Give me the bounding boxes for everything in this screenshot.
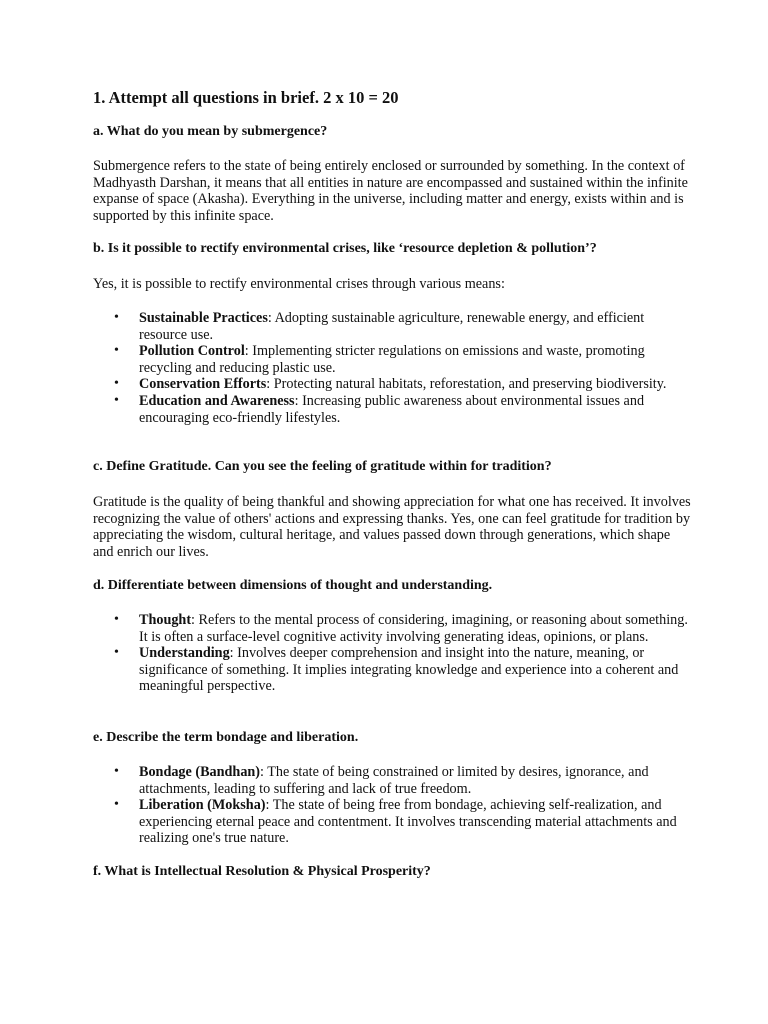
list-item-text: : The state of being free from bondage, achieving self-realization, and experiencing eternal peace and contentment. It involves transcending material attachments and realizing one's true nature. xyxy=(139,797,677,847)
question-b: b. Is it possible to rectify environmental crises, like ‘resource depletion & pollution’? xyxy=(93,241,597,256)
list-item xyxy=(93,393,693,426)
question-f: f. What is Intellectual Resolution & Physical Prosperity? xyxy=(93,864,431,879)
list-item-text: : The state of being constrained or limited by desires, ignorance, and attachments, leading to suffering and lack of true freedom. xyxy=(139,764,649,797)
bullet-icon: • xyxy=(114,645,119,661)
list-item-term: Education and Awareness xyxy=(139,392,295,409)
question-a: a. What do you mean by submergence? xyxy=(93,124,328,139)
list-item-text: : Refers to the mental process of considering, imagining, or reasoning about something. It is often a surface-level cognitive activity involving generating ideas, opinions, or plans. xyxy=(139,612,688,645)
answer-a: Submergence refers to the state of being entirely enclosed or surrounded by something. In the context of Madhyasth Darshan, it means that all entities in nature are encompassed and sustained within the infinite expanse of space (Akasha). Everything in the universe, including matter and energy, exists within and is supported by this infinite space. xyxy=(93,158,688,224)
list-item-term: Liberation (Moksha) xyxy=(139,797,266,814)
answer-e-list xyxy=(93,764,693,847)
list-item-term: Conservation Efforts xyxy=(139,376,267,393)
answer-c: Gratitude is the quality of being thankful and showing appreciation for what one has received. It involves recognizing the value of others' actions and expressing thanks. Yes, one can feel gratitude for tradition by appreciating the wisdom, cultural heritage, and values passed down through generations, which shape and enrich our lives. xyxy=(93,494,691,560)
list-item-text: : Increasing public awareness about environmental issues and encouraging eco-friendly lifestyles. xyxy=(139,392,645,426)
list-item xyxy=(93,343,693,376)
question-d: d. Differentiate between dimensions of thought and understanding. xyxy=(93,578,493,593)
list-item-term: Pollution Control xyxy=(139,343,245,360)
answer-d-list xyxy=(93,612,693,695)
list-item-text: : Protecting natural habitats, reforestation, and preserving biodiversity. xyxy=(266,376,667,393)
question-c: c. Define Gratitude. Can you see the feeling of gratitude within for tradition? xyxy=(93,459,552,474)
question-e: e. Describe the term bondage and liberation. xyxy=(93,730,359,745)
list-item-text: : Involves deeper comprehension and insight into the nature, meaning, or significance of something. It implies integrating knowledge and experience into a coherent and meaningful perspective. xyxy=(139,645,679,695)
list-item xyxy=(93,764,693,797)
list-item xyxy=(93,612,693,645)
answer-b-list xyxy=(93,310,693,426)
list-item xyxy=(93,376,693,393)
answer-b-intro: Yes, it is possible to rectify environmental crises through various means: xyxy=(93,276,505,292)
bullet-icon: • xyxy=(114,797,119,813)
list-item-term: Thought xyxy=(139,612,192,628)
bullet-icon: • xyxy=(114,612,119,627)
bullet-icon: • xyxy=(114,392,119,408)
bullet-icon: • xyxy=(114,310,119,325)
list-item-text: : Implementing stricter regulations on emissions and waste, promoting recycling and reducing plastic use. xyxy=(139,343,645,376)
list-item-term: Understanding xyxy=(139,645,230,662)
list-item-text: : Adopting sustainable agriculture, renewable energy, and efficient resource use. xyxy=(139,310,645,343)
list-item xyxy=(93,310,693,343)
page-heading: 1. Attempt all questions in brief. 2 x 10 = 20 xyxy=(93,88,399,107)
bullet-icon: • xyxy=(114,376,119,392)
bullet-icon: • xyxy=(114,764,119,779)
bullet-icon: • xyxy=(114,343,119,359)
list-item xyxy=(93,797,693,847)
list-item-term: Sustainable Practices xyxy=(139,310,268,326)
list-item-term: Bondage (Bandhan) xyxy=(139,764,261,780)
list-item xyxy=(93,645,693,695)
